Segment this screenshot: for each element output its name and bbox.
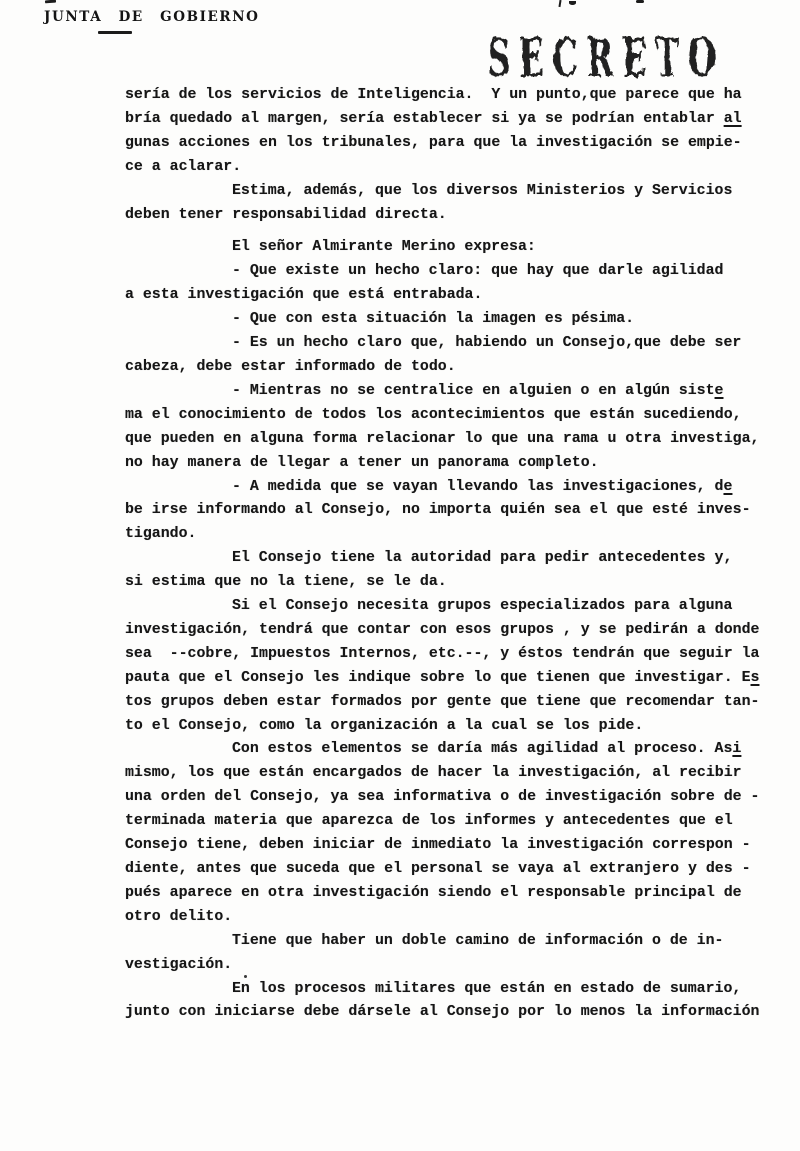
document-line: El señor Almirante Merino expresa: bbox=[232, 239, 536, 256]
document-line: si estima que no la tiene, se le da. bbox=[125, 574, 447, 591]
document-line: ma el conocimiento de todos los acontecimientos que están sucediendo, bbox=[125, 406, 742, 423]
document-line: investigación, tendrá que contar con esos grupos , y se pedirán a donde bbox=[125, 621, 760, 638]
document-line: Tiene que haber un doble camino de información o de in- bbox=[232, 932, 724, 949]
document-line: be irse informando al Consejo, no importa quién sea el que esté inves- bbox=[125, 502, 751, 519]
document-line: sea --cobre, Impuestos Internos, etc.--, y éstos tendrán que seguir la bbox=[125, 645, 760, 662]
document-line: vestigación. bbox=[125, 956, 233, 973]
document-line: Estima, además, que los diversos Ministerios y Servicios bbox=[232, 182, 733, 199]
document-line: - Mientras no se centralice en alguien o en algún siste bbox=[232, 382, 724, 399]
typed-underline: al bbox=[723, 110, 742, 127]
document-line: Consejo tiene, deben iniciar de inmediato la investigación correspon - bbox=[125, 837, 751, 854]
document-line: mismo, los que están encargados de hacer la investigación, al recibir bbox=[125, 765, 742, 782]
document-line: pués aparece en otra investigación siendo el responsable principal de bbox=[125, 884, 742, 901]
document-line: - A medida que se vayan llevando las investigaciones, de bbox=[232, 478, 733, 495]
document-line: junto con iniciarse debe dársele al Consejo por lo menos la información bbox=[125, 1004, 760, 1021]
document-line: sería de los servicios de Inteligencia. Y un punto,que parece que ha bbox=[125, 87, 742, 103]
document-lines bbox=[125, 84, 785, 1025]
scan-edge-artifact bbox=[636, 0, 644, 3]
document-line: - Que con esta situación la imagen es pésima. bbox=[232, 311, 635, 328]
document-line: pauta que el Consejo les indique sobre lo que tienen que investigar. Es bbox=[125, 669, 760, 686]
document-line: Con estos elementos se daría más agilidad al proceso. Asi bbox=[232, 741, 742, 758]
document-line: to el Consejo, como la organización a la cual se los pide. bbox=[125, 717, 644, 734]
typed-underline: e bbox=[714, 382, 724, 399]
document-line: gunas acciones en los tribunales, para que la investigación se empie- bbox=[125, 134, 742, 151]
typed-underline: s bbox=[750, 669, 760, 686]
letterhead-underline bbox=[98, 31, 132, 34]
document-line: otro delito. bbox=[125, 908, 233, 925]
document-line: deben tener responsabilidad directa. bbox=[125, 206, 447, 223]
document-line: bría quedado al margen, sería establecer si ya se podrían entablar al bbox=[125, 110, 742, 127]
document-line: a esta investigación que está entrabada. bbox=[125, 287, 483, 304]
document-line: no hay manera de llegar a tener un panorama completo. bbox=[125, 454, 599, 471]
document-line: terminada materia que aparezca de los informes y antecedentes que el bbox=[125, 813, 733, 830]
document-line: En los procesos militares que están en estado de sumario, bbox=[232, 980, 742, 997]
document-line: ce a aclarar. bbox=[125, 158, 242, 175]
document-line: diente, antes que suceda que el personal se vaya al extranjero y des - bbox=[125, 861, 751, 877]
scan-edge-artifact bbox=[569, 1, 576, 5]
typed-underline: i bbox=[732, 741, 742, 758]
document-line: una orden del Consejo, ya sea informativa o de investigación sobre de - bbox=[125, 789, 760, 806]
document-line: que pueden en alguna forma relacionar lo que una rama u otra investiga, bbox=[125, 430, 760, 447]
document-line: - Es un hecho claro que, habiendo un Consejo,que debe ser bbox=[232, 335, 742, 352]
scan-edge-artifact bbox=[45, 0, 56, 3]
scan-edge-artifact bbox=[558, 0, 561, 7]
secreto-stamp: SECRETO bbox=[487, 28, 725, 89]
document-line: tigando. bbox=[125, 526, 197, 543]
document-line: - Que existe un hecho claro: que hay que darle agilidad bbox=[232, 263, 724, 280]
document-line: Si el Consejo necesita grupos especializados para alguna bbox=[232, 598, 733, 615]
document-line: El Consejo tiene la autoridad para pedir antecedentes y, bbox=[232, 550, 733, 567]
document-letterhead: JUNTA DE GOBIERNO bbox=[44, 9, 260, 25]
typed-underline: e bbox=[723, 478, 733, 495]
document-line: tos grupos deben estar formados por gente que tiene que recomendar tan- bbox=[125, 693, 760, 710]
document-line: cabeza, debe estar informado de todo. bbox=[125, 358, 456, 375]
